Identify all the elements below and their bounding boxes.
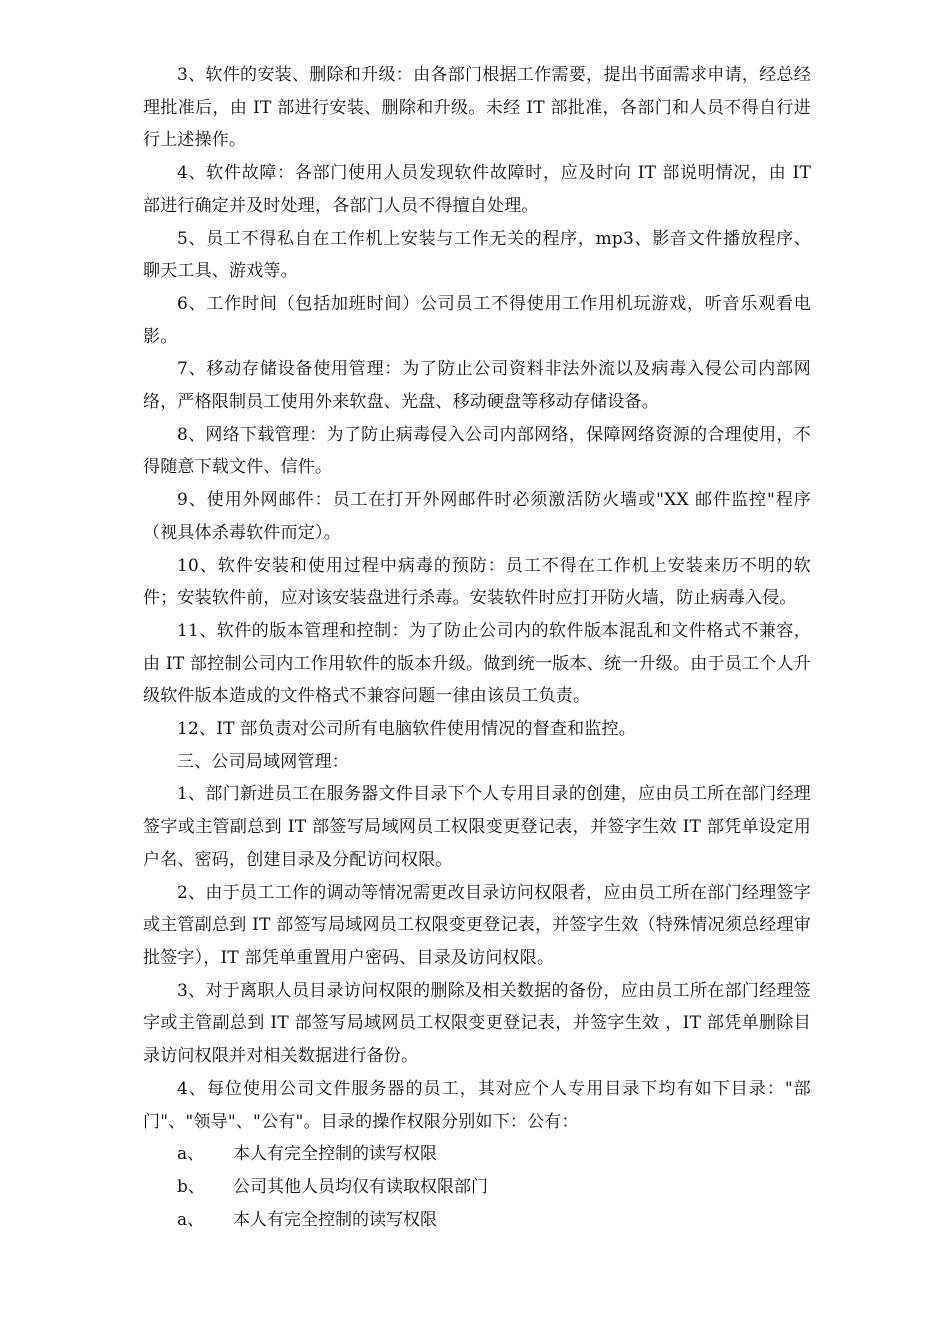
paragraph-directory-permissions: 4、每位使用公司文件服务器的员工，其对应个人专用目录下均有如下目录："部 门"、"领导"、"公有"。目录的操作权限分别如下：公有： xyxy=(143,1078,811,1132)
list-item xyxy=(143,1138,811,1171)
list-item-text: 本人有完全控制的读写权限 xyxy=(233,1209,437,1230)
paragraph-external-mail: 9、使用外网邮件：员工在打开外网邮件时必须激活防火墙或"XX 邮件监控"程序 （视具体杀毒软件而定）。 xyxy=(143,490,811,543)
paragraph-permission-change: 2、由于员工工作的调动等情况需更改目录访问权限者，应由员工所在部门经理签字或主管副总到 IT 部签写局域网员工权限变更登记表，并签字生效（特殊情况须总经理审批签字），IT 部凭单重置用户密码、目录及访问权限。 xyxy=(143,882,811,968)
paragraph-it-supervision: 12、IT 部负责对公司所有电脑软件使用情况的督查和监控。 xyxy=(177,719,636,740)
document-page xyxy=(143,59,811,1236)
paragraph-virus-prevention: 10、软件安装和使用过程中病毒的预防：员工不得在工作机上安装来历不明的软件；安装软件前，应对该安装盘进行杀毒。安装软件时应打开防火墙，防止病毒入侵。 xyxy=(143,555,811,609)
section-heading-lan-management: 三、公司局域网管理： xyxy=(177,751,349,772)
list-marker: a、 xyxy=(177,1144,205,1165)
list-marker: a、 xyxy=(177,1209,205,1230)
list-marker: b、 xyxy=(177,1176,205,1197)
paragraph-no-private-programs: 5、员工不得私自在工作机上安装与工作无关的程序，mp3、影音文件播放程序、聊天工具、游戏等。 xyxy=(143,228,811,282)
list-item xyxy=(143,1204,811,1237)
paragraph-network-download: 8、网络下载管理：为了防止病毒侵入公司内部网络，保障网络资源的合理使用，不得随意下载文件、信件。 xyxy=(143,424,811,478)
paragraph-work-time-rules: 6、工作时间（包括加班时间）公司员工不得使用工作用机玩游戏，听音乐观看电影。 xyxy=(143,293,811,347)
paragraph-software-fault: 4、软件故障：各部门使用人员发现软件故障时，应及时向 IT 部说明情况，由 IT 部进行确定并及时处理，各部门人员不得擅自处理。 xyxy=(143,163,811,216)
paragraph-version-control: 11、软件的版本管理和控制：为了防止公司内的软件版本混乱和文件格式不兼容，由 IT 部控制公司内工作用软件的版本升级。做到统一版本、统一升级。由于员工个人升级软件版本造成的文件格式不兼容问题一律由该员工负责。 xyxy=(143,620,811,707)
paragraph-new-employee-directory: 1、部门新进员工在服务器文件目录下个人专用目录的创建，应由员工所在部门经理签字或主管副总到 IT 部签写局域网员工权限变更登记表，并签字生效 IT 部凭单设定用户名、密码，创建目录及分配访问权限。 xyxy=(143,784,811,870)
paragraph-removable-storage: 7、移动存储设备使用管理：为了防止公司资料非法外流以及病毒入侵公司内部网络，严格限制员工使用外来软盘、光盘、移动硬盘等移动存储设备。 xyxy=(143,359,811,413)
list-item-text: 本人有完全控制的读写权限 xyxy=(233,1144,437,1165)
paragraph-departed-staff: 3、对于离职人员目录访问权限的删除及相关数据的备份，应由员工所在部门经理签字或主管副总到 IT 部签写局域网员工权限变更登记表，并签字生效 ，IT 部凭单删除目录访问权限并对相关数据进行备份。 xyxy=(143,980,811,1067)
paragraph-software-install: 3、软件的安装、删除和升级：由各部门根据工作需要，提出书面需求申请，经总经理批准后，由 IT 部进行安装、删除和升级。未经 IT 部批准，各部门和人员不得自行进行上述操作。 xyxy=(143,65,811,151)
list-item-text: 公司其他人员均仅有读取权限部门 xyxy=(233,1176,488,1197)
list-item xyxy=(143,1171,811,1204)
